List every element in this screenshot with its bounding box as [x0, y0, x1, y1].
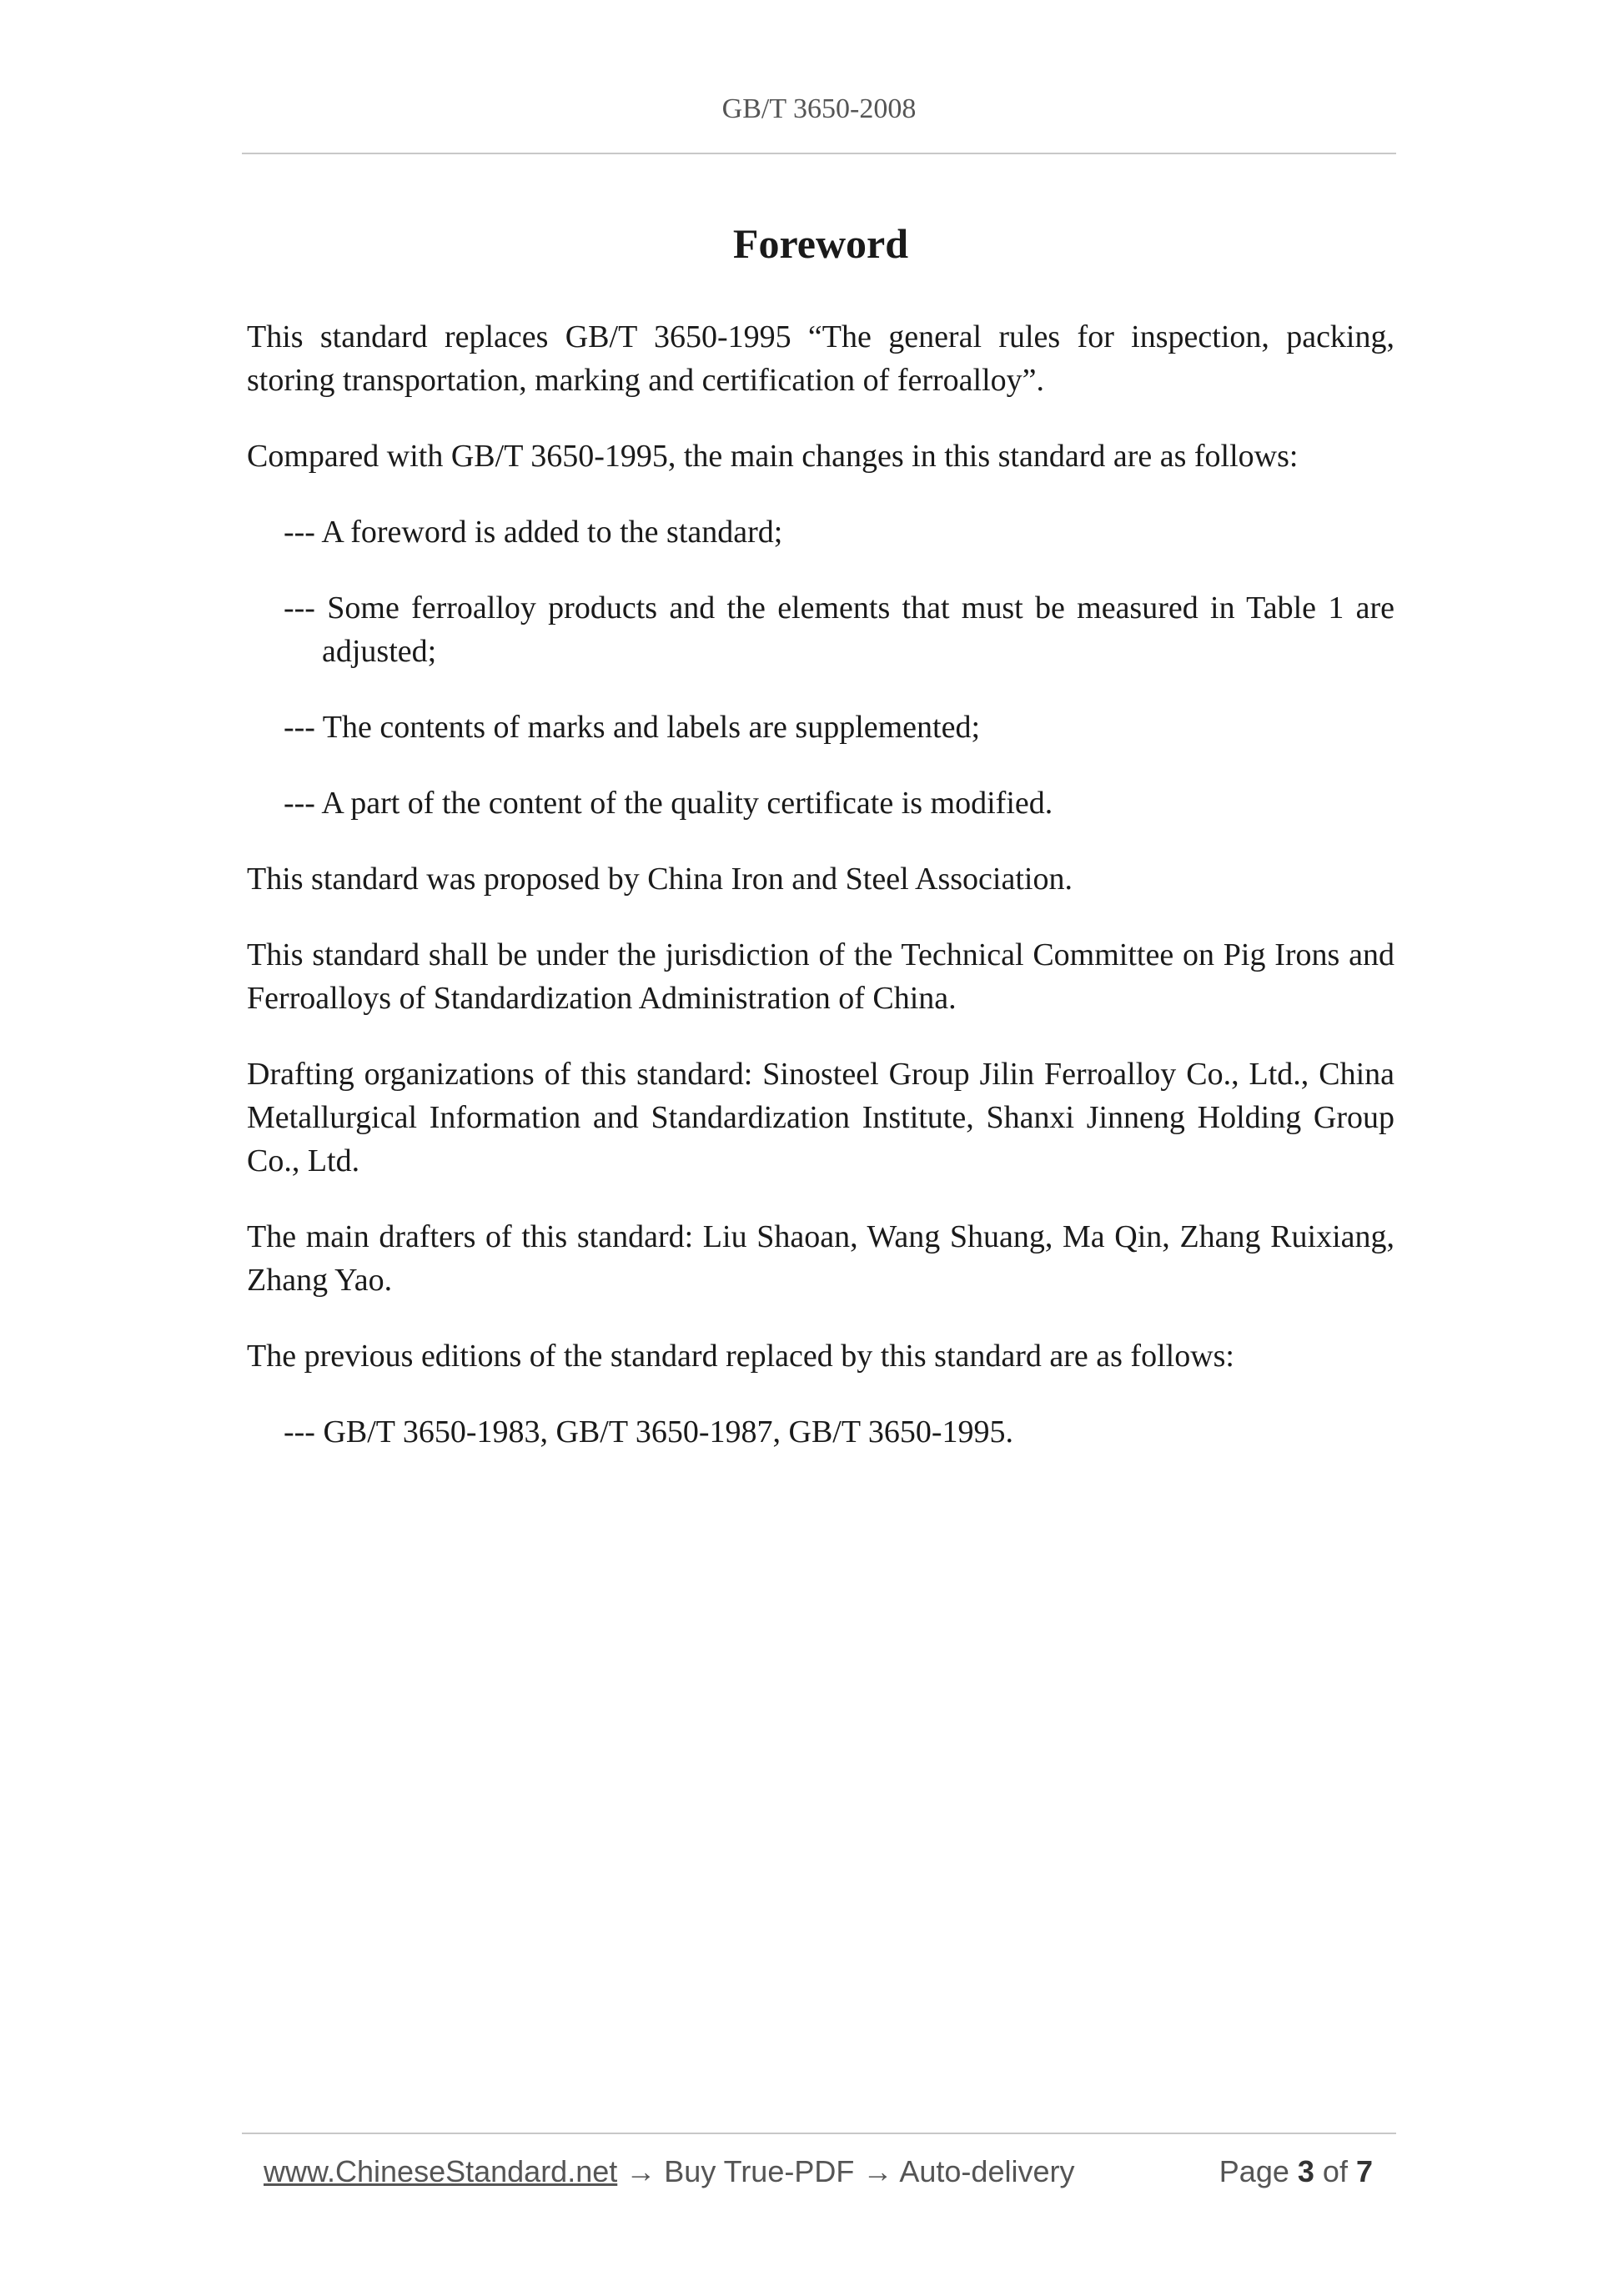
page-of-label: of: [1322, 2154, 1348, 2188]
footer-links: [264, 2152, 1074, 2192]
list-item: --- A foreword is added to the standard;: [284, 515, 783, 550]
paragraph-changes-intro: Compared with GB/T 3650-1995, the main changes in this standard are as follows:: [247, 439, 1299, 474]
arrow-right-icon: →: [626, 2154, 656, 2188]
list-item: --- A part of the content of the quality certificate is modified.: [284, 786, 1053, 821]
page-number: [1219, 2152, 1373, 2192]
list-item: --- Some ferroalloy products and the elements that must be measured in Table 1 are adjusted;: [284, 590, 1394, 669]
page-header: GB/T 3650-2008: [721, 93, 917, 124]
header-divider: [242, 153, 1396, 154]
page-total: 7: [1355, 2154, 1373, 2188]
footer-divider: [242, 2133, 1396, 2134]
paragraph-main-drafters: The main drafters of this standard: Liu Shaoan, Wang Shuang, Ma Qin, Zhang Ruixiang, Zhang Yao.: [247, 1219, 1394, 1298]
document-title: Foreword: [732, 220, 909, 267]
paragraph-proposed-by: This standard was proposed by China Iron and Steel Association.: [247, 862, 1073, 897]
page-current: 3: [1297, 2154, 1314, 2188]
paragraph-drafting-organizations: Drafting organizations of this standard: Sinosteel Group Jilin Ferroalloy Co., Ltd., China Metallurgical Information and Standardization Institute, Shanxi Jinneng Holding Group Co., Ltd.: [247, 1057, 1394, 1178]
paragraph-jurisdiction: This standard shall be under the jurisdiction of the Technical Committee on Pig Irons and Ferroalloys of Standardization Administration of China.: [247, 937, 1394, 1016]
website-link[interactable]: www.ChineseStandard.net: [264, 2154, 618, 2188]
paragraph-replaces: This standard replaces GB/T 3650-1995 “The general rules for inspection, packing, storing transportation, marking and certification of ferroalloy”.: [247, 319, 1394, 398]
list-item: --- GB/T 3650-1983, GB/T 3650-1987, GB/T 3650-1995.: [284, 1414, 1014, 1449]
document-body: [247, 219, 1394, 1486]
page-label: Page: [1219, 2154, 1289, 2188]
auto-delivery-text: Auto-delivery: [899, 2154, 1075, 2188]
arrow-right-icon: →: [862, 2154, 893, 2188]
buy-true-pdf-text: Buy True-PDF: [664, 2154, 855, 2188]
paragraph-previous-editions: The previous editions of the standard replaced by this standard are as follows:: [247, 1339, 1234, 1374]
list-item: --- The contents of marks and labels are supplemented;: [284, 710, 981, 745]
